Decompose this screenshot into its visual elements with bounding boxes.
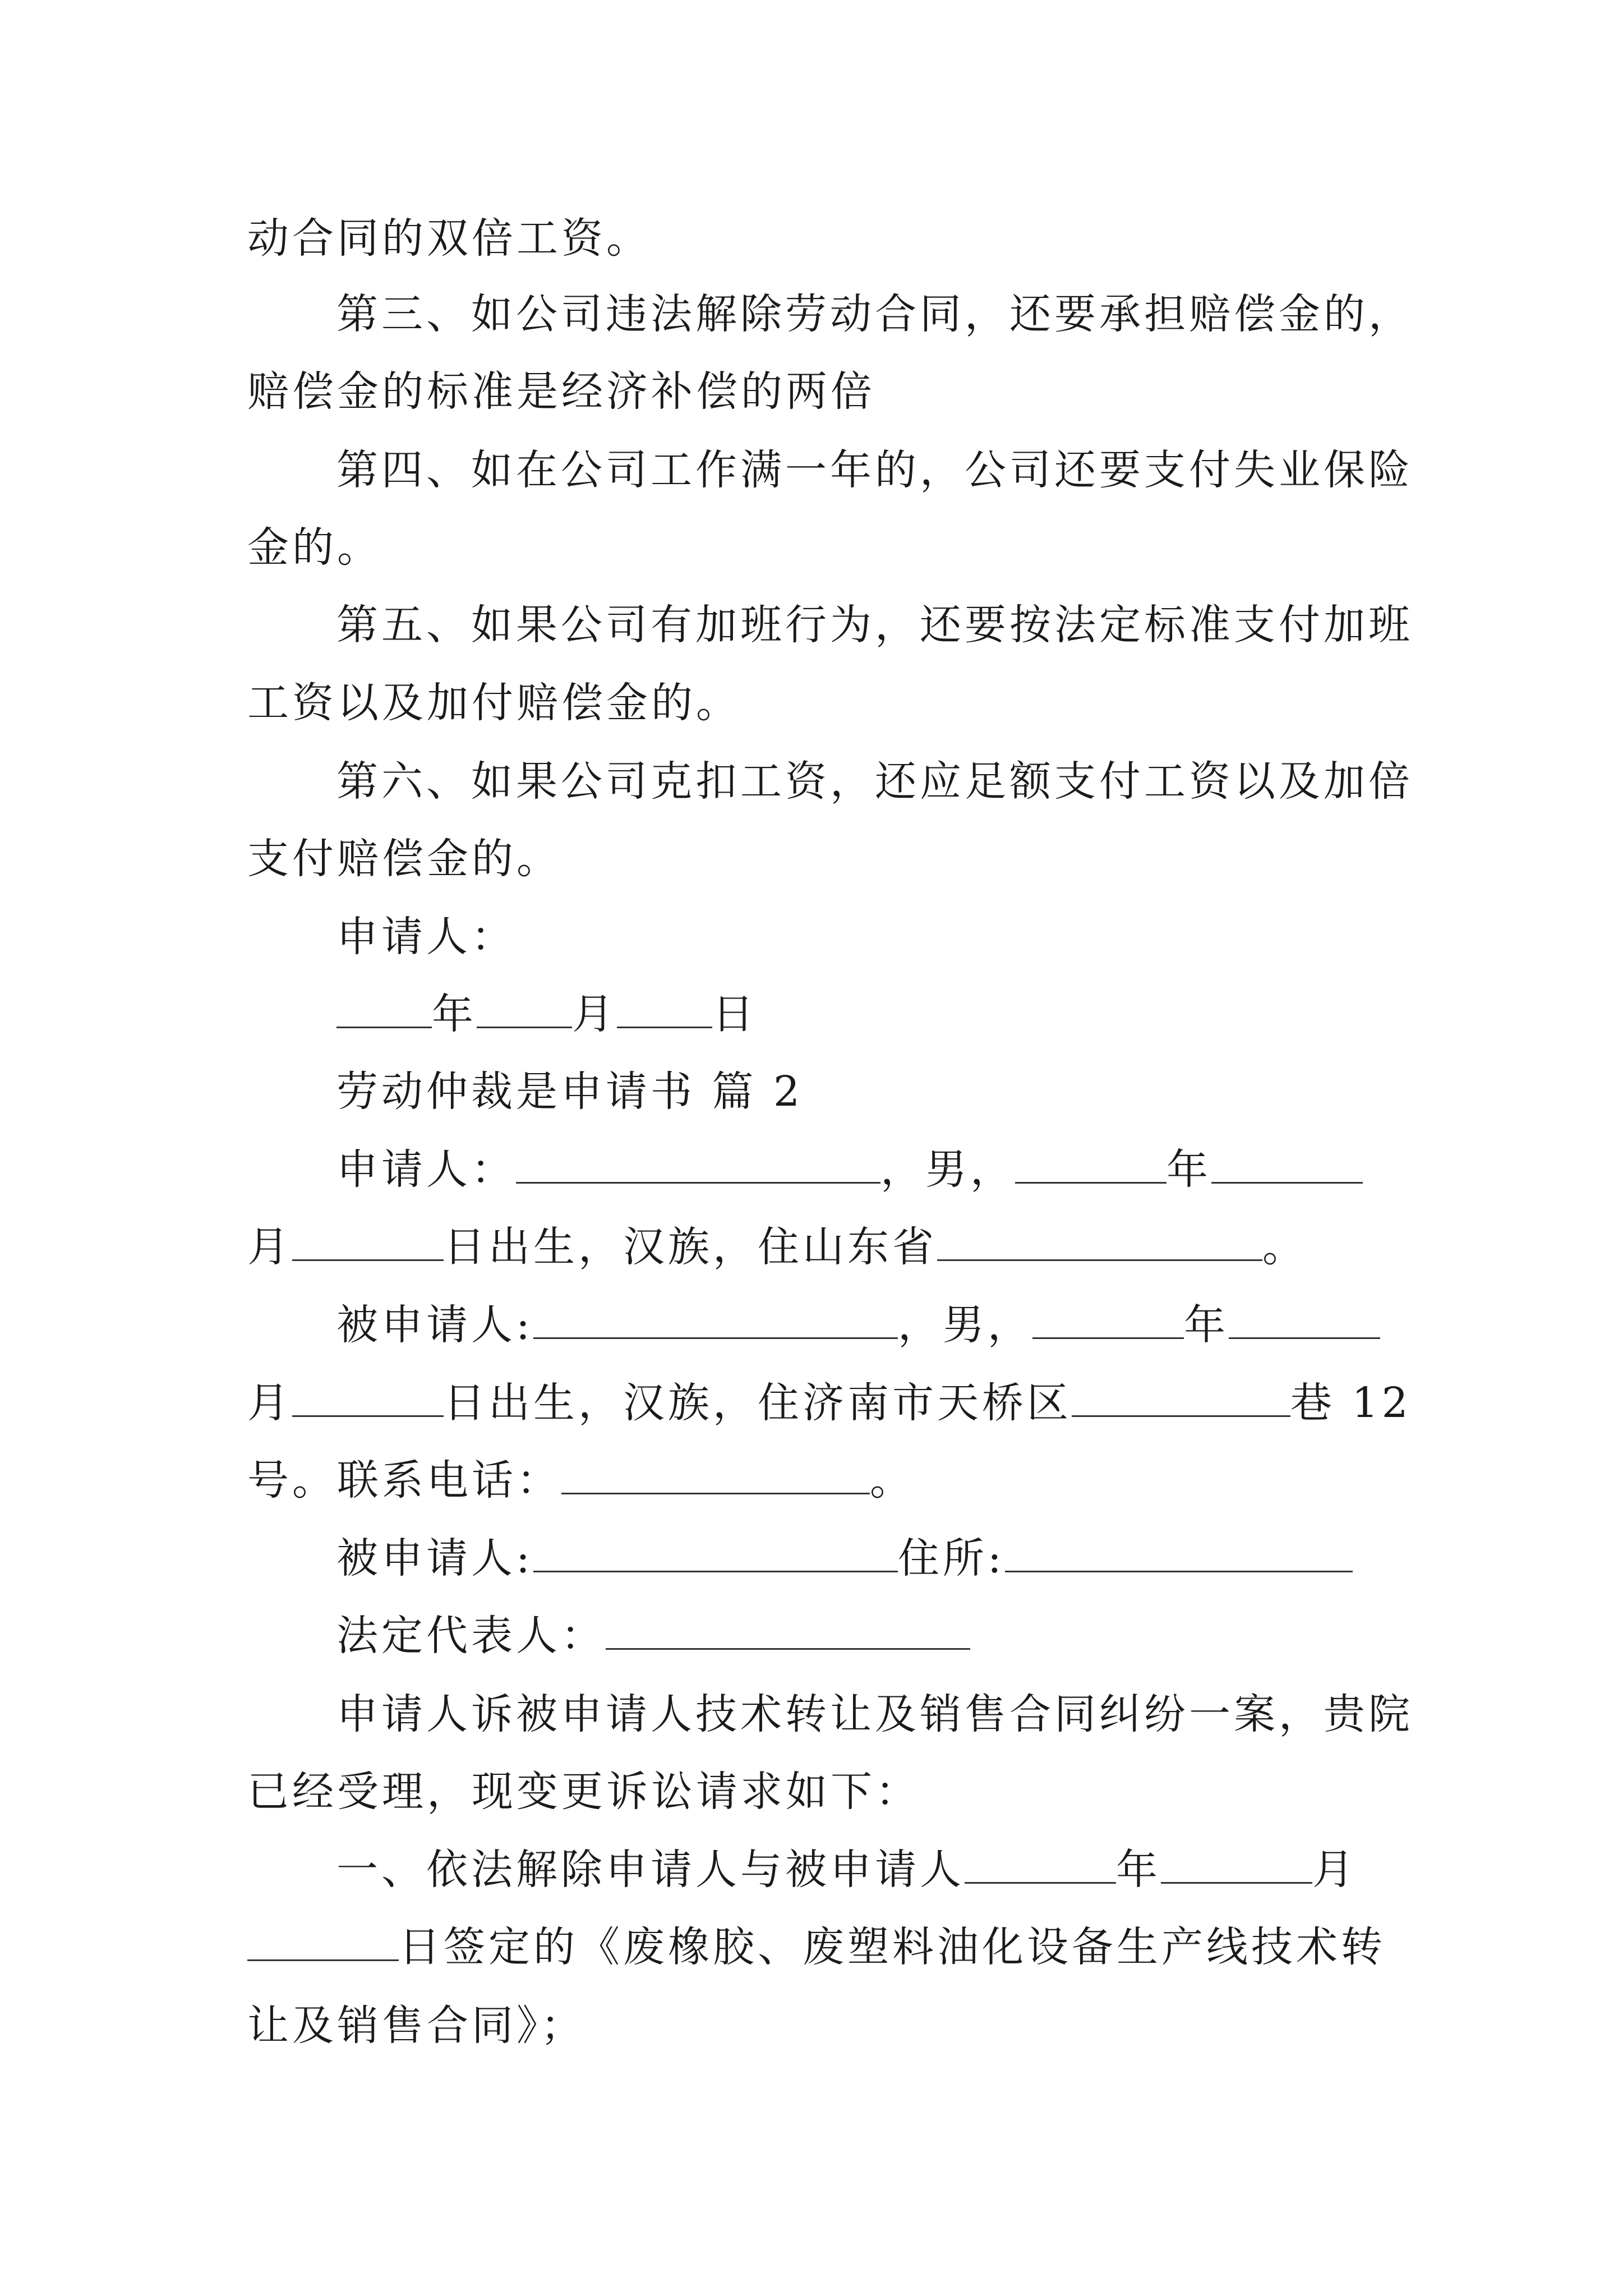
label: 被申请人:: [336, 1301, 533, 1349]
applicant-line-2: [247, 1219, 1307, 1275]
year-label: 年: [1183, 1301, 1229, 1349]
respondent-line-2: [247, 1375, 1412, 1431]
month-blank: [477, 992, 572, 1028]
year-blank: [336, 992, 432, 1028]
respondent-line: [336, 1297, 1380, 1353]
text-line: 支付赔偿金的。: [247, 835, 561, 883]
text: 日出生，汉族，住济南市天桥区: [444, 1379, 1072, 1427]
phone-line: [247, 1452, 915, 1508]
paragraph-sixth: 第六、如果公司克扣工资，还应足额支付工资以及加倍: [336, 757, 1413, 806]
text: 日签定的《废橡胶、废塑料油化设备生产线技术转: [399, 1923, 1386, 1971]
address-blank: [1005, 1536, 1353, 1572]
day-blank: [247, 1925, 399, 1961]
claim-item-1-line-2: [247, 1919, 1386, 1975]
month-blank: [1229, 1303, 1380, 1339]
text: 巷 12: [1290, 1379, 1412, 1427]
text: ，男，: [880, 1145, 1015, 1194]
legal-rep-blank: [606, 1613, 970, 1650]
applicant-label: 申请人：: [336, 913, 516, 961]
applicant-name-blank: [516, 1147, 880, 1184]
claim-paragraph: 申请人诉被申请人技术转让及销售合同纠纷一案，贵院: [336, 1690, 1413, 1738]
label: 申请人：: [336, 1145, 516, 1194]
text: 。: [870, 1456, 915, 1504]
address-blank: [937, 1225, 1262, 1261]
month-label: 月: [247, 1379, 292, 1427]
month-label: 月: [1312, 1846, 1357, 1894]
text: 日出生，汉族，住山东省: [444, 1223, 937, 1271]
paragraph-fifth: 第五、如果公司有加班行为，还要按法定标准支付加班: [336, 601, 1413, 649]
year-label: 年: [1116, 1846, 1161, 1894]
address-label: 住所:: [897, 1534, 1005, 1582]
day-blank: [292, 1381, 444, 1417]
text-line: 让及销售合同》；: [247, 2001, 585, 2050]
respondent-2-line: [336, 1530, 1353, 1586]
day-blank: [617, 992, 712, 1028]
month-blank: [1211, 1147, 1363, 1184]
text-line: 金的。: [247, 523, 382, 572]
year-blank: [1032, 1303, 1184, 1339]
legal-rep-line: [336, 1608, 970, 1664]
text: 号。联系电话：: [247, 1456, 561, 1504]
respondent-name-blank: [533, 1536, 898, 1572]
year-label: 年: [432, 990, 477, 1038]
year-blank: [965, 1847, 1116, 1884]
day-blank: [292, 1225, 444, 1261]
text-line: 动合同的双倍工资。: [247, 214, 651, 263]
applicant-line: [336, 1142, 1363, 1198]
label: 被申请人:: [336, 1534, 533, 1582]
phone-blank: [561, 1458, 870, 1494]
paragraph-third: 第三、如公司违法解除劳动合同，还要承担赔偿金的，: [336, 290, 1413, 338]
text: ，男，: [897, 1301, 1032, 1349]
address-blank: [1072, 1381, 1290, 1417]
paragraph-fourth: 第四、如在公司工作满一年的，公司还要支付失业保险: [336, 446, 1413, 494]
respondent-name-blank: [533, 1303, 898, 1339]
section-heading: 劳动仲裁是申请书 篇 2: [336, 1068, 804, 1116]
day-label: 日: [712, 990, 757, 1038]
text-line: 已经受理，现变更诉讼请求如下：: [247, 1768, 920, 1816]
month-label: 月: [572, 990, 617, 1038]
text-line: 工资以及加付赔偿金的。: [247, 679, 741, 727]
month-blank: [1161, 1847, 1312, 1884]
date-line: [336, 986, 757, 1042]
label: 法定代表人：: [336, 1612, 606, 1660]
text: 。: [1262, 1223, 1307, 1271]
month-label: 月: [247, 1223, 292, 1271]
year-blank: [1015, 1147, 1166, 1184]
text: 一、依法解除申请人与被申请人: [336, 1846, 965, 1894]
year-label: 年: [1166, 1145, 1211, 1194]
claim-item-1: [336, 1842, 1357, 1898]
text-line: 赔偿金的标准是经济补偿的两倍: [247, 367, 875, 416]
